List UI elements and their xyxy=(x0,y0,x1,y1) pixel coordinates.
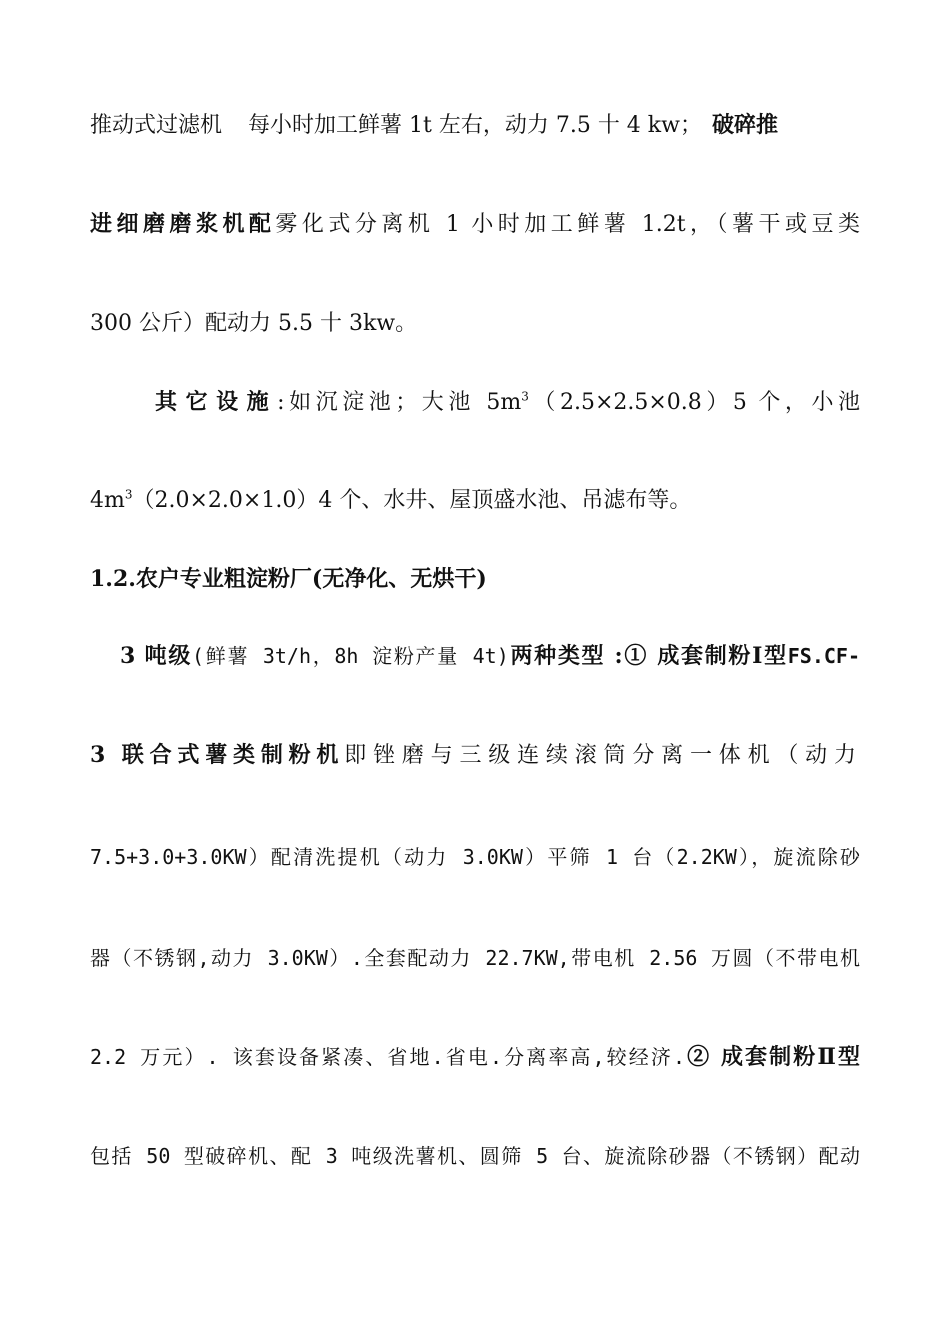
machine-description: 即锉磨与三级连续滚筒分离一体机（动力 xyxy=(344,743,860,768)
facilities-text-cont: （2.5×2.5×0.8）5 个，小池 xyxy=(528,390,860,415)
paragraph-line-10 xyxy=(90,943,860,974)
superscript: 3 xyxy=(124,487,133,502)
model-code: FS.CF- xyxy=(787,644,860,668)
equipment-name-bold: 进细磨磨浆机配 xyxy=(90,211,276,237)
machine-spec: 器（不锈钢,动力 3.0KW） xyxy=(90,946,351,970)
equipment-spec: 每小时加工鲜薯 1t 左右，动力 7.5 十 4 kw； xyxy=(248,113,702,138)
equipment-name: 推动式过滤机 xyxy=(90,113,223,138)
type-heading: 两种类型 :① 成套制粉Ⅰ型 xyxy=(508,643,788,669)
equipment-name-bold: 破碎推 xyxy=(711,112,778,138)
section-heading: 1.2.农户专业粗淀粉厂(无净化、无烘干) xyxy=(90,566,487,592)
machine-description-2: 包括 50 型破碎机、配 3 吨级洗薯机、圆筛 5 台、旋流除砂器（不锈钢）配动 xyxy=(90,1144,860,1168)
paragraph-line-8 xyxy=(90,740,860,771)
paragraph-line-5 xyxy=(90,486,860,516)
section-label-other-facilities: 其它设施 xyxy=(155,389,278,415)
paragraph-line-1 xyxy=(90,110,860,141)
paragraph-line-11 xyxy=(90,1042,860,1073)
capacity-label: 3 吨级 xyxy=(120,643,193,669)
paragraph-line-12 xyxy=(90,1141,860,1171)
capacity-spec: (鲜薯 3t/h，8h 淀粉产量 4t) xyxy=(192,644,509,668)
machine-spec: 7.5+3.0+3.0KW）配清洗提机（动力 3.0KW）平筛 1 台（2.2KW），旋流除砂 xyxy=(90,845,860,869)
facilities-text-cont: （2.0×2.0×1.0）4 个、水井、屋顶盛水池、吊滤布等。 xyxy=(132,488,692,513)
equipment-spec: 300 公斤）配动力 5.5 十 3kw。 xyxy=(90,311,418,336)
facilities-text: :如沉淀池；大池 5m xyxy=(277,390,522,415)
facilities-text: 4m xyxy=(90,488,125,513)
paragraph-line-9 xyxy=(90,842,860,872)
machine-name: 3 联合式薯类制粉机 xyxy=(90,742,345,768)
machine-summary: 2.2 万元）. 该套设备紧凑、省地.省电.分离率高,较经济. xyxy=(90,1045,685,1069)
paragraph-line-2 xyxy=(90,209,860,240)
paragraph-line-4 xyxy=(155,387,860,418)
paragraph-line-3 xyxy=(90,309,860,339)
equipment-spec: 雾化式分离机 1 小时加工鲜薯 1.2t，（薯干或豆类 xyxy=(275,212,860,237)
machine-spec-cont: .全套配动力 22.7KW,带电机 2.56 万圆（不带电机 xyxy=(350,946,860,970)
paragraph-line-7 xyxy=(120,641,860,672)
superscript: 3 xyxy=(521,389,529,404)
type-heading-2: ② 成套制粉Ⅱ型 xyxy=(685,1044,860,1070)
